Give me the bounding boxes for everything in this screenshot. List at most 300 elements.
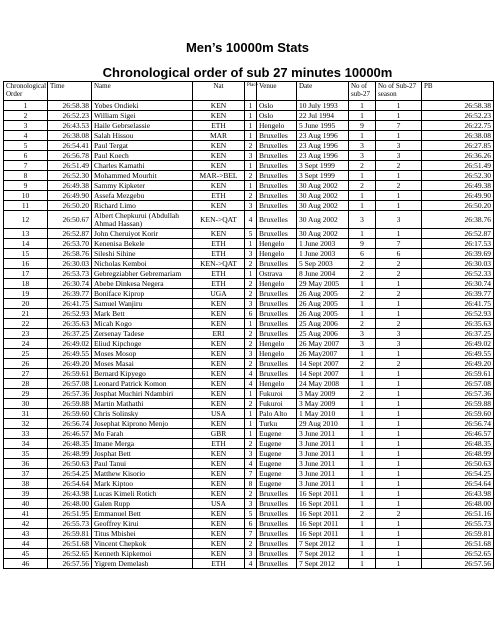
cell-name: Paul Tanui xyxy=(92,459,193,469)
cell-nat: USA xyxy=(193,409,245,419)
cell-pb: 26:52.30 xyxy=(422,171,494,181)
cell-place: 1 xyxy=(245,429,257,439)
cell-time: 26:51.49 xyxy=(48,161,92,171)
cell-name: Lucas Kimeli Rotich xyxy=(92,489,193,499)
cell-sub27: 2 xyxy=(349,161,376,171)
cell-time: 26:57.56 xyxy=(48,559,92,569)
cell-sub27-season: 1 xyxy=(376,389,422,399)
cell-date: 16 Sept 2011 xyxy=(297,499,349,509)
cell-date: 5 June 1995 xyxy=(297,121,349,131)
cell-sub27-season: 1 xyxy=(376,101,422,111)
cell-place: 2 xyxy=(245,439,257,449)
cell-order: 9 xyxy=(4,181,48,191)
cell-name: Albert Chepkurui (Abdullah Ahmad Hassan) xyxy=(92,211,193,229)
cell-sub27: 9 xyxy=(349,239,376,249)
cell-name: Salah Hissou xyxy=(92,131,193,141)
cell-order: 22 xyxy=(4,319,48,329)
cell-sub27: 2 xyxy=(349,319,376,329)
cell-sub27-season: 2 xyxy=(376,259,422,269)
cell-place: 3 xyxy=(245,449,257,459)
cell-venue: Hengelo xyxy=(257,279,297,289)
cell-nat: KEN xyxy=(193,229,245,239)
cell-pb: 26:36.26 xyxy=(422,151,494,161)
cell-name: Abebe Dinkesa Negera xyxy=(92,279,193,289)
cell-date: 3 June 2011 xyxy=(297,469,349,479)
cell-venue: Ostrava xyxy=(257,269,297,279)
cell-sub27: 1 xyxy=(349,539,376,549)
cell-pb: 26:51.49 xyxy=(422,161,494,171)
cell-sub27-season: 1 xyxy=(376,499,422,509)
cell-nat: ETH xyxy=(193,559,245,569)
header-name: Name xyxy=(92,82,193,101)
table-row xyxy=(4,269,494,279)
cell-pb: 26:51.16 xyxy=(422,509,494,519)
cell-nat: MAR->BEL xyxy=(193,171,245,181)
cell-venue: Bruxelles xyxy=(257,319,297,329)
cell-date: 30 Aug 2002 xyxy=(297,181,349,191)
cell-place: 1 xyxy=(245,121,257,131)
cell-venue: Bruxelles xyxy=(257,309,297,319)
cell-sub27: 9 xyxy=(349,121,376,131)
cell-sub27: 1 xyxy=(349,299,376,309)
cell-pb: 26:37.25 xyxy=(422,329,494,339)
cell-place: 3 xyxy=(245,249,257,259)
table-row xyxy=(4,379,494,389)
cell-sub27-season: 1 xyxy=(376,349,422,359)
header-nat: Nat xyxy=(193,82,245,101)
cell-place: 2 xyxy=(245,171,257,181)
cell-venue: Bruxelles xyxy=(257,529,297,539)
cell-sub27: 1 xyxy=(349,439,376,449)
cell-name: Mark Kiptoo xyxy=(92,479,193,489)
cell-venue: Bruxelles xyxy=(257,289,297,299)
cell-pb: 26:22.75 xyxy=(422,121,494,131)
cell-pb: 26:56.74 xyxy=(422,419,494,429)
cell-venue: Bruxelles xyxy=(257,151,297,161)
cell-place: 3 xyxy=(245,499,257,509)
cell-order: 24 xyxy=(4,339,48,349)
cell-date: 8 June 2004 xyxy=(297,269,349,279)
cell-sub27-season: 1 xyxy=(376,539,422,549)
cell-pb: 26:38.08 xyxy=(422,131,494,141)
cell-order: 38 xyxy=(4,479,48,489)
cell-place: 1 xyxy=(245,269,257,279)
cell-nat: KEN xyxy=(193,529,245,539)
cell-sub27-season: 1 xyxy=(376,519,422,529)
table-row xyxy=(4,559,494,569)
cell-date: 3 May 2009 xyxy=(297,389,349,399)
cell-venue: Bruxelles xyxy=(257,181,297,191)
table-row xyxy=(4,191,494,201)
cell-name: Mohammed Mourhit xyxy=(92,171,193,181)
cell-time: 26:53.70 xyxy=(48,239,92,249)
cell-sub27: 1 xyxy=(349,191,376,201)
table-header-row xyxy=(4,82,494,101)
cell-sub27-season: 1 xyxy=(376,171,422,181)
cell-order: 27 xyxy=(4,369,48,379)
table-row xyxy=(4,409,494,419)
cell-order: 25 xyxy=(4,349,48,359)
cell-venue: Palo Alto xyxy=(257,409,297,419)
cell-pb: 26:52.23 xyxy=(422,111,494,121)
cell-venue: Bruxelles xyxy=(257,141,297,151)
cell-venue: Bruxelles xyxy=(257,539,297,549)
cell-sub27: 1 xyxy=(349,479,376,489)
cell-nat: ETH xyxy=(193,121,245,131)
cell-name: Kenneth Kipkemoi xyxy=(92,549,193,559)
cell-pb: 26:52.33 xyxy=(422,269,494,279)
cell-nat: ETH xyxy=(193,439,245,449)
cell-nat: KEN xyxy=(193,101,245,111)
cell-sub27-season: 1 xyxy=(376,419,422,429)
table-row xyxy=(4,419,494,429)
cell-sub27-season: 3 xyxy=(376,141,422,151)
cell-venue: Bruxelles xyxy=(257,499,297,509)
cell-name: Paul Tergat xyxy=(92,141,193,151)
cell-pb: 26:43.98 xyxy=(422,489,494,499)
cell-order: 20 xyxy=(4,299,48,309)
header-date: Date xyxy=(297,82,349,101)
cell-pb: 26:55.73 xyxy=(422,519,494,529)
cell-nat: KEN xyxy=(193,141,245,151)
cell-pb: 26:50.63 xyxy=(422,459,494,469)
cell-date: 16 Sept 2011 xyxy=(297,529,349,539)
cell-nat: KEN xyxy=(193,299,245,309)
cell-venue: Eugene xyxy=(257,439,297,449)
table-row xyxy=(4,181,494,191)
cell-pb: 26:59.60 xyxy=(422,409,494,419)
cell-place: 4 xyxy=(245,559,257,569)
cell-name: Paul Koech xyxy=(92,151,193,161)
cell-date: 3 June 2011 xyxy=(297,439,349,449)
cell-name: Micah Kogo xyxy=(92,319,193,329)
table-row xyxy=(4,469,494,479)
cell-date: 16 Sept 2011 xyxy=(297,519,349,529)
cell-sub27-season: 1 xyxy=(376,409,422,419)
cell-time: 26:52.65 xyxy=(48,549,92,559)
cell-venue: Bruxelles xyxy=(257,211,297,229)
cell-time: 26:41.75 xyxy=(48,299,92,309)
table-row xyxy=(4,121,494,131)
cell-venue: Eugene xyxy=(257,429,297,439)
cell-order: 36 xyxy=(4,459,48,469)
cell-sub27: 1 xyxy=(349,489,376,499)
cell-sub27-season: 1 xyxy=(376,449,422,459)
cell-pb: 26:59.88 xyxy=(422,399,494,409)
cell-name: Gebregziabher Gebremariam xyxy=(92,269,193,279)
cell-nat: KEN xyxy=(193,459,245,469)
cell-sub27-season: 1 xyxy=(376,439,422,449)
cell-order: 6 xyxy=(4,151,48,161)
table-row xyxy=(4,131,494,141)
cell-sub27: 1 xyxy=(349,101,376,111)
cell-sub27-season: 3 xyxy=(376,151,422,161)
cell-nat: KEN xyxy=(193,549,245,559)
cell-name: Martin Mathathi xyxy=(92,399,193,409)
table-row xyxy=(4,459,494,469)
cell-date: 22 Jul 1994 xyxy=(297,111,349,121)
cell-sub27-season: 2 xyxy=(376,509,422,519)
cell-place: 1 xyxy=(245,239,257,249)
cell-venue: Bruxelles xyxy=(257,259,297,269)
cell-place: 1 xyxy=(245,101,257,111)
cell-venue: Bruxelles xyxy=(257,359,297,369)
cell-nat: KEN xyxy=(193,151,245,161)
cell-pb: 26:50.20 xyxy=(422,201,494,211)
cell-time: 26:43.53 xyxy=(48,121,92,131)
table-row xyxy=(4,499,494,509)
cell-pb: 26:49.20 xyxy=(422,359,494,369)
cell-time: 26:54.64 xyxy=(48,479,92,489)
header-sub27: No of sub-27 xyxy=(349,82,376,101)
cell-date: 16 Sept 2011 xyxy=(297,489,349,499)
cell-name: Josphat Muchiri Ndambiri xyxy=(92,389,193,399)
cell-sub27: 3 xyxy=(349,151,376,161)
cell-sub27: 3 xyxy=(349,141,376,151)
page-title: Men’s 10000m Stats xyxy=(185,40,310,55)
cell-place: 4 xyxy=(245,459,257,469)
table-row xyxy=(4,389,494,399)
table-row xyxy=(4,111,494,121)
cell-sub27: 1 xyxy=(349,499,376,509)
cell-venue: Fukuroi xyxy=(257,389,297,399)
cell-sub27: 1 xyxy=(349,229,376,239)
cell-venue: Bruxelles xyxy=(257,559,297,569)
cell-order: 46 xyxy=(4,559,48,569)
cell-order: 21 xyxy=(4,309,48,319)
cell-sub27-season: 1 xyxy=(376,131,422,141)
cell-name: Emmanuel Bett xyxy=(92,509,193,519)
cell-time: 26:57.08 xyxy=(48,379,92,389)
cell-pb: 26:57.08 xyxy=(422,379,494,389)
table-row xyxy=(4,201,494,211)
cell-place: 1 xyxy=(245,419,257,429)
cell-nat: KEN->QAT xyxy=(193,211,245,229)
cell-venue: Hengelo xyxy=(257,349,297,359)
header-time: Time xyxy=(48,82,92,101)
cell-time: 26:59.60 xyxy=(48,409,92,419)
cell-order: 7 xyxy=(4,161,48,171)
cell-sub27: 1 xyxy=(349,399,376,409)
cell-name: John Cheruiyot Korir xyxy=(92,229,193,239)
cell-sub27-season: 1 xyxy=(376,191,422,201)
cell-sub27-season: 2 xyxy=(376,181,422,191)
cell-place: 3 xyxy=(245,201,257,211)
cell-date: 23 Aug 1996 xyxy=(297,151,349,161)
cell-order: 26 xyxy=(4,359,48,369)
cell-sub27: 1 xyxy=(349,559,376,569)
cell-order: 39 xyxy=(4,489,48,499)
cell-sub27-season: 1 xyxy=(376,279,422,289)
cell-name: Kenenisa Bekele xyxy=(92,239,193,249)
cell-venue: Eugene xyxy=(257,449,297,459)
cell-nat: KEN->QAT xyxy=(193,259,245,269)
cell-time: 26:43.98 xyxy=(48,489,92,499)
cell-sub27: 2 xyxy=(349,289,376,299)
cell-name: Boniface Kiprop xyxy=(92,289,193,299)
cell-venue: Hengelo xyxy=(257,339,297,349)
cell-name: Titus Mbishei xyxy=(92,529,193,539)
table-row xyxy=(4,289,494,299)
cell-date: 7 Sept 2012 xyxy=(297,539,349,549)
cell-venue: Hengelo xyxy=(257,249,297,259)
cell-date: 26 Aug 2005 xyxy=(297,299,349,309)
cell-place: 5 xyxy=(245,509,257,519)
cell-nat: KEN xyxy=(193,339,245,349)
table-row xyxy=(4,101,494,111)
cell-order: 4 xyxy=(4,131,48,141)
cell-sub27: 3 xyxy=(349,339,376,349)
cell-time: 26:56.78 xyxy=(48,151,92,161)
cell-date: 3 May 2009 xyxy=(297,399,349,409)
cell-time: 26:48.35 xyxy=(48,439,92,449)
cell-date: 30 Aug 2002 xyxy=(297,229,349,239)
cell-venue: Bruxelles xyxy=(257,191,297,201)
cell-name: Moses Masai xyxy=(92,359,193,369)
cell-sub27-season: 7 xyxy=(376,121,422,131)
cell-pb: 26:59.61 xyxy=(422,369,494,379)
table-row xyxy=(4,339,494,349)
cell-venue: Bruxelles xyxy=(257,509,297,519)
cell-sub27: 1 xyxy=(349,409,376,419)
cell-nat: KEN xyxy=(193,201,245,211)
cell-order: 19 xyxy=(4,289,48,299)
cell-nat: ETH xyxy=(193,239,245,249)
cell-order: 11 xyxy=(4,201,48,211)
cell-time: 26:38.08 xyxy=(48,131,92,141)
cell-time: 26:52.30 xyxy=(48,171,92,181)
cell-name: Eliud Kipchoge xyxy=(92,339,193,349)
cell-time: 26:49.55 xyxy=(48,349,92,359)
cell-pb: 26:54.25 xyxy=(422,469,494,479)
cell-sub27-season: 7 xyxy=(376,239,422,249)
table-row xyxy=(4,529,494,539)
cell-sub27-season: 6 xyxy=(376,249,422,259)
cell-name: Assefa Mezgebu xyxy=(92,191,193,201)
cell-nat: KEN xyxy=(193,369,245,379)
cell-nat: KEN xyxy=(193,379,245,389)
cell-nat: ETH xyxy=(193,191,245,201)
cell-date: 3 Sept 1999 xyxy=(297,171,349,181)
cell-sub27: 3 xyxy=(349,329,376,339)
cell-nat: ETH xyxy=(193,269,245,279)
table-row xyxy=(4,429,494,439)
cell-sub27-season: 2 xyxy=(376,319,422,329)
cell-nat: KEN xyxy=(193,181,245,191)
cell-order: 45 xyxy=(4,549,48,559)
cell-place: 1 xyxy=(245,409,257,419)
cell-venue: Bruxelles xyxy=(257,369,297,379)
cell-date: 14 Sept 2007 xyxy=(297,369,349,379)
cell-date: 7 Sept 2012 xyxy=(297,549,349,559)
cell-order: 13 xyxy=(4,229,48,239)
cell-name: Mark Bett xyxy=(92,309,193,319)
header-pb: PB xyxy=(422,82,494,101)
cell-name: Chris Solinsky xyxy=(92,409,193,419)
cell-place: 2 xyxy=(245,329,257,339)
cell-sub27-season: 1 xyxy=(376,559,422,569)
cell-sub27-season: 1 xyxy=(376,489,422,499)
cell-nat: GBR xyxy=(193,429,245,439)
cell-date: 24 May 2008 xyxy=(297,379,349,389)
cell-name: Yobes Ondieki xyxy=(92,101,193,111)
cell-date: 10 July 1993 xyxy=(297,101,349,111)
cell-sub27: 1 xyxy=(349,279,376,289)
cell-sub27: 1 xyxy=(349,519,376,529)
cell-pb: 26:17.53 xyxy=(422,239,494,249)
cell-order: 43 xyxy=(4,529,48,539)
cell-order: 17 xyxy=(4,269,48,279)
cell-order: 41 xyxy=(4,509,48,519)
cell-name: Josphat Bett xyxy=(92,449,193,459)
cell-place: 2 xyxy=(245,191,257,201)
cell-pb: 26:39.69 xyxy=(422,249,494,259)
cell-time: 26:49.38 xyxy=(48,181,92,191)
cell-time: 26:57.36 xyxy=(48,389,92,399)
cell-order: 30 xyxy=(4,399,48,409)
cell-nat: UGA xyxy=(193,289,245,299)
cell-order: 40 xyxy=(4,499,48,509)
cell-order: 18 xyxy=(4,279,48,289)
cell-place: 1 xyxy=(245,111,257,121)
cell-date: 3 June 2011 xyxy=(297,479,349,489)
cell-sub27: 1 xyxy=(349,529,376,539)
cell-place: 2 xyxy=(245,141,257,151)
cell-nat: MAR xyxy=(193,131,245,141)
cell-venue: Eugene xyxy=(257,459,297,469)
cell-place: 7 xyxy=(245,469,257,479)
cell-place: 4 xyxy=(245,369,257,379)
cell-place: 1 xyxy=(245,389,257,399)
cell-time: 26:53.73 xyxy=(48,269,92,279)
cell-pb: 26:54.64 xyxy=(422,479,494,489)
table-body xyxy=(4,101,494,569)
cell-sub27: 1 xyxy=(349,549,376,559)
table-row xyxy=(4,349,494,359)
cell-sub27: 1 xyxy=(349,171,376,181)
table-row xyxy=(4,299,494,309)
cell-place: 3 xyxy=(245,151,257,161)
cell-date: 5 Sep 2003 xyxy=(297,259,349,269)
cell-pb: 26:38.76 xyxy=(422,211,494,229)
cell-order: 28 xyxy=(4,379,48,389)
cell-date: 3 June 2011 xyxy=(297,429,349,439)
cell-name: William Sigei xyxy=(92,111,193,121)
cell-time: 26:51.95 xyxy=(48,509,92,519)
cell-pb: 26:30.03 xyxy=(422,259,494,269)
cell-sub27: 1 xyxy=(349,111,376,121)
cell-nat: KEN xyxy=(193,449,245,459)
cell-venue: Eugene xyxy=(257,469,297,479)
cell-pb: 26:39.77 xyxy=(422,289,494,299)
cell-date: 25 Aug 2006 xyxy=(297,329,349,339)
cell-venue: Fukuroi xyxy=(257,399,297,409)
cell-pb: 26:52.65 xyxy=(422,549,494,559)
cell-pb: 26:51.68 xyxy=(422,539,494,549)
cell-name: Sammy Kipketer xyxy=(92,181,193,191)
cell-place: 3 xyxy=(245,549,257,559)
cell-nat: KEN xyxy=(193,161,245,171)
cell-sub27-season: 1 xyxy=(376,309,422,319)
table-row xyxy=(4,309,494,319)
header-sub27-season: No of Sub-27 season xyxy=(376,82,422,101)
cell-sub27-season: 2 xyxy=(376,359,422,369)
table-row xyxy=(4,279,494,289)
cell-venue: Bruxelles xyxy=(257,131,297,141)
cell-date: 29 May 2005 xyxy=(297,279,349,289)
cell-name: Sileshi Sihine xyxy=(92,249,193,259)
cell-time: 26:35.63 xyxy=(48,319,92,329)
